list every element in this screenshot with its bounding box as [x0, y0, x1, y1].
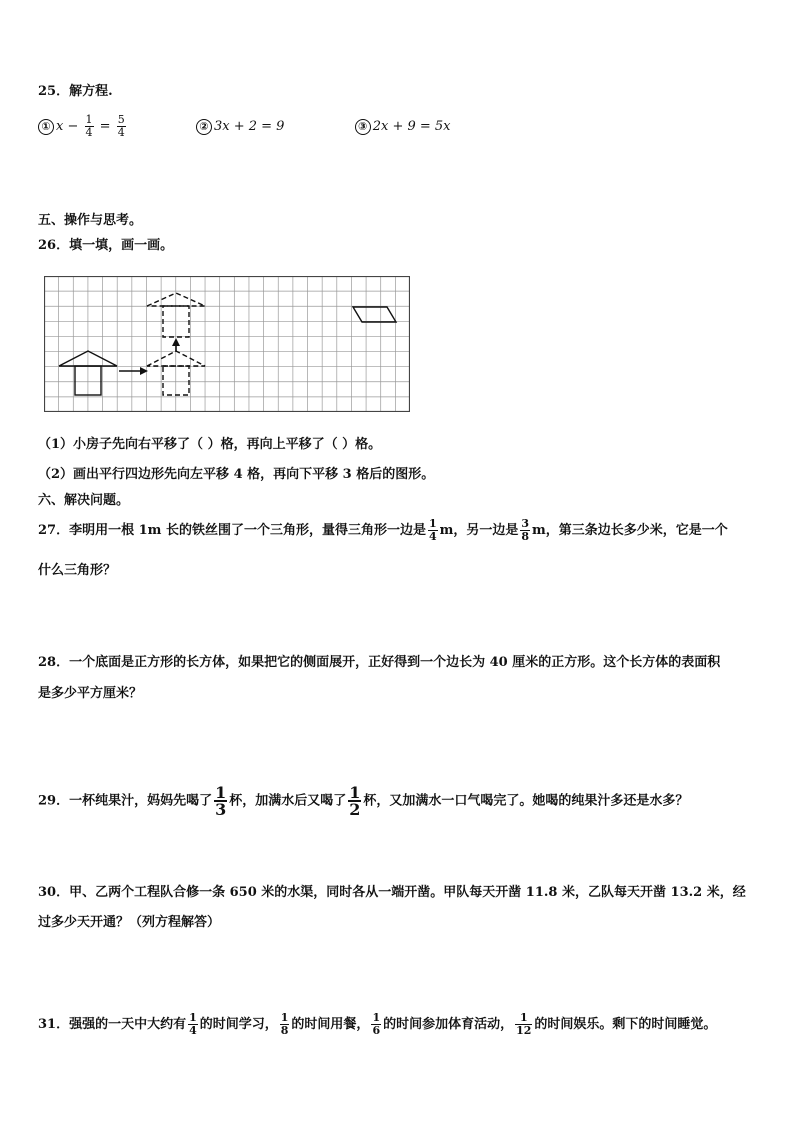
q26-sub2: （2）画出平行四边形先向左平移 4 格，再向下平移 3 格后的图形。: [38, 467, 435, 482]
circle-number-1: ①: [38, 119, 54, 135]
fraction-1-4: $\frac{1}{4}$: [428, 517, 437, 543]
translation-grid-figure: [44, 276, 410, 412]
q26-title: 26．填一填，画一画。: [38, 238, 174, 253]
q28-line1: 28．一个底面是正方形的长方体，如果把它的侧面展开，正好得到一个边长为 40 厘米的正方形。这个长方体的表面积: [38, 655, 721, 670]
q27-line1: 27．李明用一根 1m 长的铁丝围了一个三角形，量得三角形一边是 $\frac{1}{4}$ m，另一边是 $\frac{3}{8}$ m，第三条边长多少米，它是一个: [38, 517, 728, 543]
q30-line1: 30．甲、乙两个工程队合修一条 650 米的水渠，同时各从一端开凿。甲队每天开凿 11.8 米，乙队每天开凿 13.2 米，经: [38, 885, 746, 900]
circle-number-3: ③: [355, 119, 371, 135]
equation-2: ② 3x + 2 = 9: [196, 119, 289, 134]
equation-3: ③ 2x + 9 = 5x: [355, 119, 451, 134]
fraction-5-4: $\frac{5}{4}$: [117, 113, 125, 139]
circle-number-2: ②: [196, 119, 212, 135]
fraction-1-8: $\frac{1}{8}$: [280, 1011, 289, 1037]
q27-line2: 什么三角形？: [38, 563, 117, 578]
q26-sub1: （1）小房子先向右平移了（ ）格，再向上平移了（ ）格。: [38, 437, 382, 452]
arrow-right-icon: [119, 367, 148, 375]
section-5-heading: 五、操作与思考。: [38, 213, 143, 228]
section-6-heading: 六、解决问题。: [38, 493, 130, 508]
fraction-1-4: $\frac{1}{4}$: [85, 113, 93, 139]
fraction-1-3: $\frac{1}{3}$: [215, 783, 227, 819]
equation-1: ① x − $\frac{1}{4}$ = $\frac{5}{4}$: [38, 119, 132, 134]
fraction-1-6: $\frac{1}{6}$: [372, 1011, 381, 1037]
arrow-up-icon: [172, 338, 180, 352]
parallelogram-shape: [353, 307, 396, 322]
fraction-1-2: $\frac{1}{2}$: [349, 783, 361, 819]
q25-equations: [38, 114, 451, 139]
q25-title: 25．解方程.: [38, 84, 113, 99]
q28-line2: 是多少平方厘米？: [38, 686, 143, 701]
fraction-3-8: $\frac{3}{8}$: [521, 517, 530, 543]
fraction-1-12: $\frac{1}{12}$: [516, 1011, 532, 1037]
q29-line1: 29．一杯纯果汁，妈妈先喝了 $\frac{1}{3}$ 杯，加满水后又喝了 $\frac{1}{2}$ 杯，又加满水一口气喝完了。她喝的纯果汁多还是水多？: [38, 783, 689, 819]
fraction-1-4: $\frac{1}{4}$: [189, 1011, 197, 1037]
q31-line1: 31．强强的一天中大约有 $\frac{1}{4}$ 的时间学习， $\frac{1}{8}$ 的时间用餐， $\frac{1}{6}$ 的时间参加体育活动， $\frac{1}{12}$ 的时间娱乐。剩下的时间睡觉。: [38, 1011, 717, 1037]
q30-line2: 过多少天开通？（列方程解答）: [38, 915, 221, 930]
